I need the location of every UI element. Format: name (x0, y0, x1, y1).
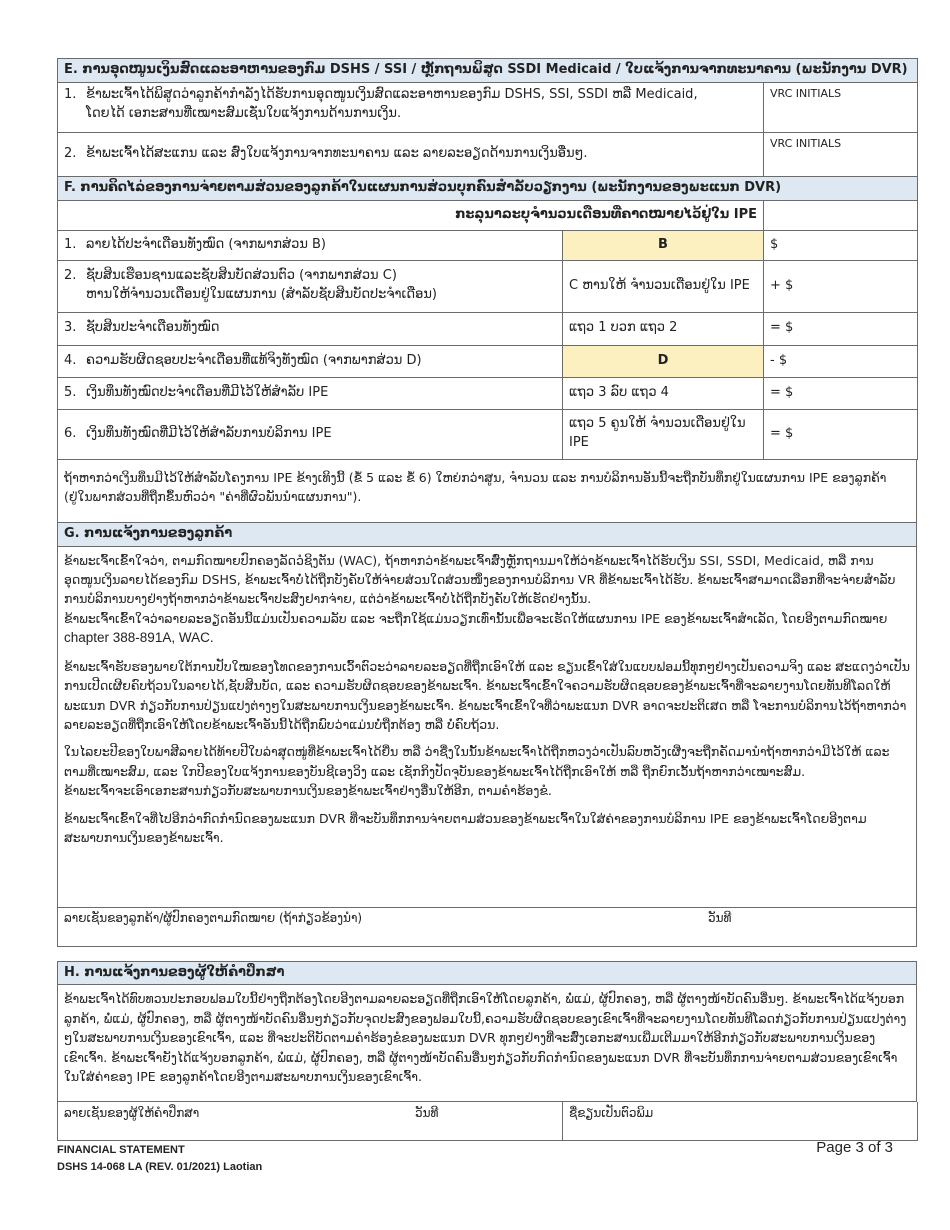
calc-row-amount-field[interactable]: = $ (764, 377, 918, 409)
calc-row-amount-field[interactable]: + $ (764, 260, 918, 312)
section-f-table (57, 177, 918, 460)
calc-row-label-line2: ຫານໃຫ້ຈຳນວນເດືອນຢູ່ໃນແຜນການ (ສຳລັບຊັບສິນບັດປະຈຳເດືອນ) (86, 287, 437, 303)
calc-row: 2. ຊັບສິນເຮືອນຊານແລະຊັບສິນບັດສ່ວນຕົວ (ຈາກພາກສ່ວນ C) ຫານໃຫ້ຈຳນວນເດືອນຢູ່ໃນແຜນການ (ສຳລັບຊັບສິນບັດປະຈຳເດືອນ) C ຫານໃຫ້ ຈຳນວນເດືອນຢູ່ໃນ IPE + $ (58, 260, 918, 312)
section-g-paragraph-4: ຂ້າພະເຈົ້າເຂົ້າໃຈທີ່ໄປອີກວ່າກົດກຳນົດຂອງພະແນກ DVR ທີ່ຈະບັນທຶກການຈ່າຍຕາມສ່ວນຂອງຂ້າພະເຈົ້າໃນໃສ່ຄ່າຂອງການບໍລິການ IPE ຂອງຂ້າພະເຈົ້າໂດຍອີງຕາມສະພາບການເງິນຂອງຂ້າພະເຈົ້າ. (64, 810, 867, 845)
section-g-paragraph-1: ຂ້າພະເຈົ້າເຂົ້າໃຈວ່າ, ຕາມກົດໝາຍປົກຄອງລັດວໍຊິງຕັນ (WAC), ຖ້າຫາກວ່າຂ້າພະເຈົ້າສົ່ງຫຼັກຖານມາໃຫ້ວ່າຂ້າພະເຈົ້າໄດ້ຮັບເງິນ SSI, SSDI, Medicaid, ຫລື ການອຸດໜູນເງິນລາຍໄດ້ຂອງກົມ DSHS, ຂ້າພະເຈົ້າບໍ່ໄດ້ຖືກບັງຄັບໃຫ້ຈ່າຍສ່ວນໃດສ່ວນໜຶ່ງຂອງການບໍລິການ VR ທີ່ຂ້າພະເຈົ້າໄດ້ຮັບ. ຂ້າພະເຈົ້າສາມາດເລືອກທີ່ຈະຈ່າຍສຳລັບການບໍລິການບາງຢ່າງຖ້າຫາກວ່າຂ້າພະເຈົ້າປະສົງຢາກຈ່າຍ, ແຕ່ວ່າຂ້າພະເຈົ້າບໍ່ໄດ້ຖືກບັງຄັບໃຫ້ເຮັດຢ່າງນັ້ນ. (64, 552, 896, 607)
calc-row: 4. ຄວາມຮັບຜິດຊອບປະຈຳເດືອນທີ່ແທ້ຈິງທັງໝົດ (ຈາກພາກສ່ວນ D) D - $ (58, 345, 918, 377)
vrc-initials-field-1[interactable]: VRC INITIALS (764, 82, 918, 132)
section-e-item-2-text: ຂ້າພະເຈົ້າໄດ້ສະແກນ ແລະ ສົ່ງໃບແຈ້ງການຈາກທະນາຄານ ແລະ ລາຍລະອຽດດ້ານການເງິນອື່ນໆ. (86, 145, 588, 161)
section-h-paragraph: ຂ້າພະເຈົ້າໄດ້ທົບທວນປະກອບຟອມໃບນີ້ຢ່າງຖືກຕ້ອງໂດຍອີງຕາມລາຍລະອຽດທີ່ຖືກເອົາໃຫ້ໂດຍລູກຄ້າ, ພໍ່ແມ່, ຜູ້ປົກຄອງ, ຫລື ຜູ້ຕາງໜ້າບັດຄົນອື່ນໆ. ຂ້າພະເຈົ້າໄດ້ແຈ້ງບອກລູກຄ້າ, ພໍ່ແມ່, ຜູ້ປົກຄອງ, ຫລື ຜູ້ຕາງໜ້າບັດຄົນອື່ນໆກ່ຽວກັບຈຸດປະສົງຂອງຟອມໃບນີ້,ຄວາມຮັບຜິດຊອບຂອງເຂົາເຈົ້າທີ່ຈະລາຍງານໂດຍທັນທີໂລດກ່ຽວກັບການປ່ຽນແປງຕ່າງໆໃນສະພາບການເງິນຂອງເຂົາເຈົ້າ, ແລະ ທີ່ຈະປະຕິບັດຕາມຄຳຮ້ອງຂໍຂອງພະແນກ DVR ທຸກໆຢ່າງທີ່ຈະສົ່ງເອກະສານເພີ່ມເຕີມມາໃຫ້ອີກກ່ຽວກັບສະພາບການເງິນຂອງເຂົາເຈົ້າ. ຂ້າພະເຈົ້າຍັງໄດ້ແຈ້ງບອກລູກຄ້າ, ພໍ່ແມ່, ຜູ້ປົກຄອງ, ຫລື ຜູ້ຕາງໜ້າບັດຄົນອື່ນໆກ່ຽວກັບກົດກຳນົດຂອງພະແນກ DVR ທີ່ຈະບັນທຶກການຈ່າຍຕາມສ່ວນຂອງເຂົາເຈົ້າໃນໃສ່ຄ່າຂອງ IPE ຂອງລູກຄ້າໂດຍອີງຕາມສະພາບການເງິນຂອງເຂົາເຈົ້າ. (64, 991, 907, 1084)
form-title: FINANCIAL STATEMENT (57, 1144, 185, 1156)
client-signature-field[interactable] (57, 908, 917, 947)
calc-row-amount-field[interactable]: = $ (764, 312, 918, 345)
section-f-header: F. ການຄິດໄລ່ຂອງການຈ່າຍຕາມສ່ວນຂອງລູກຄ້າໃນແຜນການສ່ວນບຸກຄົນສຳລັບວຽກງານ (ພະນັກງານຂອງພະແນກ DVR) (58, 177, 918, 200)
calc-row-amount-field[interactable]: - $ (764, 345, 918, 377)
form-id: DSHS 14-068 LA (REV. 01/2021) Laotian (57, 1160, 263, 1173)
client-date-label: ວັນທີ (708, 910, 732, 925)
counselor-signature-field[interactable] (58, 1102, 563, 1140)
calc-row: 6. ເງິນທຶນທັງໝົດທີ່ມີໄວ້ໃຫ້ສຳລັບການບໍລິການ IPE ແຖວ 5 ຄູນໃຫ້ ຈຳນວນເດືອນຢູ່ໃນ IPE = $ (58, 409, 918, 459)
footer-left (57, 1142, 262, 1175)
calc-row: 5. ເງິນທຶນທັງໝົດປະຈຳເດືອນທີ່ມີໄວ້ໃຫ້ສຳລັບ IPE ແຖວ 3 ລົບ ແຖວ 4 = $ (58, 377, 918, 409)
section-e-item-1: 1. ຂ້າພະເຈົ້າໄດ້ພິສູດວ່າລູກຄ້າກຳລັງໄດ້ຮັບການອຸດໜູນເງິນສົດແລະອາຫານຂອງກົມ DSHS, SSI, SSDI ຫລື Medicaid, ໂດຍໄດ້ ເອກະສານທີ່ເໝາະສົມເຊັ່ນໃບແຈ້ງການດ້ານການເງິນ. (58, 82, 764, 132)
calc-row-label: ລາຍໄດ້ປະຈຳເດືອນທັງໝົດ (ຈາກພາກສ່ວນ B) (86, 236, 327, 252)
ipe-months-label: ກະລຸນາລະບຸຈຳນວນເດືອນທີ່ຄາດໝາຍໄວ້ຢູ່ໃນ IPE (58, 200, 764, 230)
calc-row-label: ຄວາມຮັບຜິດຊອບປະຈຳເດືອນທີ່ແທ້ຈິງທັງໝົດ (ຈາກພາກສ່ວນ D) (86, 352, 422, 368)
calc-row-formula: B (563, 230, 764, 260)
section-g-paragraph-3b: ຂ້າພະເຈົ້າຈະເອົາເອກະສານກ່ຽວກັບສະພາບການເງິນຂອງຂ້າພະເຈົ້າຢ່າງອື່ນໃຫ້ອີກ, ຕາມຄຳຮ້ອງຂໍ. (64, 783, 552, 799)
calc-row: 1. ລາຍໄດ້ປະຈຳເດືອນທັງໝົດ (ຈາກພາກສ່ວນ B) B $ (58, 230, 918, 260)
calc-row-amount-field[interactable]: = $ (764, 409, 918, 459)
counselor-signature-table (57, 1102, 918, 1141)
section-e-table (57, 58, 918, 177)
section-e-header: E. ການອຸດໜູນເງິນສົດແລະອາຫານຂອງກົມ DSHS / SSI / ຫຼັກຖານພິສູດ SSDI Medicaid / ໃບແຈ້ງການຈາກທະນາຄານ (ພະນັກງານ DVR) (58, 59, 918, 83)
section-h-header: H. ການແຈ້ງການຂອງຜູ້ໃຫ້ຄຳປຶກສາ (58, 961, 917, 985)
section-g-paragraph-1b: ຂ້າພະເຈົ້າເຂົ້າໃຈວ່າລາຍລະອຽດອັນນີ້ແມ່ນເປັນຄວາມລັບ ແລະ ຈະຖືກໃຊ້ແມ່ນວຽກເທົ່ານັ້ນເພື່ອຈະເຮັດໃຫ້ແຜນການ IPE ຂອງຂ້າພະເຈົ້າສຳເລັດ, ໂດຍອີງຕາມກົດໝາຍ (64, 610, 888, 626)
section-g-header: G. ການແຈ້ງການຂອງລູກຄ້າ (58, 523, 917, 546)
calc-row-formula: C ຫານໃຫ້ ຈຳນວນເດືອນຢູ່ໃນ IPE (563, 260, 764, 312)
section-e-item-1-line1: ຂ້າພະເຈົ້າໄດ້ພິສູດວ່າລູກຄ້າກຳລັງໄດ້ຮັບການອຸດໜູນເງິນສົດແລະອາຫານຂອງກົມ DSHS, SSI, SSDI ຫລື Medicaid, (86, 86, 698, 102)
calc-row-label: ເງິນທຶນທັງໝົດທີ່ມີໄວ້ໃຫ້ສຳລັບການບໍລິການ IPE (86, 425, 332, 441)
page-number: Page 3 of 3 (816, 1139, 893, 1156)
form-page-3 (57, 58, 917, 1141)
client-signature-label: ລາຍເຊັນຂອງລູກຄ້າ/ຜູ້ປົກຄອງຕາມກົດໝາຍ (ຖ້າກ່ຽວຂ້ອງນຳ) (64, 910, 363, 925)
calc-row: 3. ຊັບສິນປະຈຳເດືອນທັງໝົດ ແຖວ 1 ບວກ ແຖວ 2 = $ (58, 312, 918, 345)
counselor-signature-label: ລາຍເຊັນຂອງຜູ້ໃຫ້ຄຳປຶກສາ (64, 1106, 200, 1121)
vrc-initials-field-2[interactable]: VRC INITIALS (764, 132, 918, 176)
counselor-date-label: ວັນທີ (415, 1106, 439, 1121)
calc-row-formula: D (563, 345, 764, 377)
calc-row-label: ຊັບສິນປະຈຳເດືອນທັງໝົດ (86, 320, 220, 336)
section-g-paragraph-2: ຂ້າພະເຈົ້າຮັບຮອງພາຍໃຕ້ການປັບໃໝຂອງໂທດຂອງການເວົ້າຕົວະວ່າລາຍລະອຽດທີ່ຖືກເອົາໃຫ້ ແລະ ຂຽນເຂົ້າໃສ່ໃນແບບຟອມນີ້ທຸກໆຢ່າງເປັນຄວາມຈິງ ແລະ ສະແດງວ່າເປັນການເປີດເຜີຍຄົບຖ້ວນໃນລາຍໄດ້,ຊັບສິນບັດ, ແລະ ຄວາມຮັບຜິດຊອບຂອງຂ້າພະເຈົ້າ. ຂ້າພະເຈົ້າເຂົ້າໃຈຄວາມຮັບຜິດຊອບຂອງຂ້າພະເຈົ້າທີ່ຈະລາຍງານໂດຍທັນທີໂລດໃຫ້ພະແນກ DVR ກ່ຽວກັບການປ່ຽນແປງຕ່າງໆໃນສະພາບການເງິນຂອງຂ້າພະເຈົ້າ. ຂ້າພະເຈົ້າເຂົ້າໃຈທີ່ວ່າພະແນກ DVR ອາດຈະປະຕິເສດ ຫລື ໂຈະການບໍລິການໄວ້ຖ້າຫາກວ່າລາຍລະອຽດທີ່ຖືກເອົາໃຫ້ໂດຍຂ້າພະເຈົ້າອັນນີ້ໄດ້ຖືກພົບວ່າແມ່ນບໍ່ຖືກຕ້ອງ ຫລື ບໍ່ຄົບຖ້ວນ. (64, 658, 910, 733)
calc-row-formula: ແຖວ 5 ຄູນໃຫ້ ຈຳນວນເດືອນຢູ່ໃນ IPE (563, 409, 764, 459)
calc-row-formula: ແຖວ 1 ບວກ ແຖວ 2 (563, 312, 764, 345)
section-f-note: ຖ້າຫາກວ່າເງິນທຶນມີໄວ້ໃຫ້ສຳລັບໂຄງການ IPE ຂ້າງເທິງນີ້ (ຂໍ້ 5 ແລະ ຂໍ້ 6) ໃຫຍ່ກວ່າສູນ, ຈຳນວນ ແລະ ການບໍລິການອັນນີ້ຈະຖືກບັນທຶກຢູ່ໃນແຜນການ IPE ຂອງລູກຄ້າ (ຢູ່ໃນພາກສ່ວນທີ່ຖືກຂຶ້ນຫົວວ່າ "ຄ່າທີ່ຜົວພັນນຳແຜນການ"). (57, 460, 917, 523)
section-g-table (57, 523, 917, 547)
calc-row-formula: ແຖວ 3 ລົບ ແຖວ 4 (563, 377, 764, 409)
section-e-item-2: 2. ຂ້າພະເຈົ້າໄດ້ສະແກນ ແລະ ສົ່ງໃບແຈ້ງການຈາກທະນາຄານ ແລະ ລາຍລະອຽດດ້ານການເງິນອື່ນໆ. (58, 132, 764, 176)
wac-reference: chapter 388-891A, WAC. (64, 630, 214, 646)
section-h-body (57, 985, 917, 1102)
calc-row-amount-field[interactable]: $ (764, 230, 918, 260)
printed-name-field[interactable] (563, 1102, 918, 1140)
calc-row-label: ຊັບສິນເຮືອນຊານແລະຊັບສິນບັດສ່ວນຕົວ (ຈາກພາກສ່ວນ C) (86, 268, 397, 284)
section-e-item-1-line2: ໂດຍໄດ້ ເອກະສານທີ່ເໝາະສົມເຊັ່ນໃບແຈ້ງການດ້ານການເງິນ. (86, 105, 402, 121)
section-g-paragraph-3: ໃນໄລຍະປີຂອງໃບພາສີລາຍໄດ້ທ້າຍປີໃບລ່າສຸດໜູ່ທີ່ຂ້າພະເຈົ້າໄດ້ຍື່ນ ຫລື ວ່າຊື່ງໃນນັ້ນຂ້າພະເຈົ້າໄດ້ຖືກຫວງວ່າເປັນລົບຫວັງເຜີ່ງຈະຖືກຄັດມານຳຖ້າຫາກວ່າມີໄວ້ໃຫ້ ແລະ ຕາມທີ່ເໝາະສົມ, ແລະ ໃກປີຂອງໃບແຈ້ງການຂອງບັນຊີເອງວິງ ແລະ ເຊັກກິງປັດຈຸບັນຂອງຂ້າພະເຈົ້າໄດ້ຖືກເອົາໃຫ້ ຫລື ຖືກຍົກເວັ້ນຖ້າຫາກວ່າເໝາະສົມ. (64, 744, 890, 779)
printed-name-label: ຊື່ຂຽນເປັນຕົວພິມ (569, 1106, 654, 1121)
calc-row-label: ເງິນທຶນທັງໝົດປະຈຳເດືອນທີ່ມີໄວ້ໃຫ້ສຳລັບ IPE (86, 384, 329, 400)
ipe-months-field[interactable] (764, 200, 918, 230)
section-g-body (57, 547, 917, 908)
section-h-table (57, 961, 917, 986)
